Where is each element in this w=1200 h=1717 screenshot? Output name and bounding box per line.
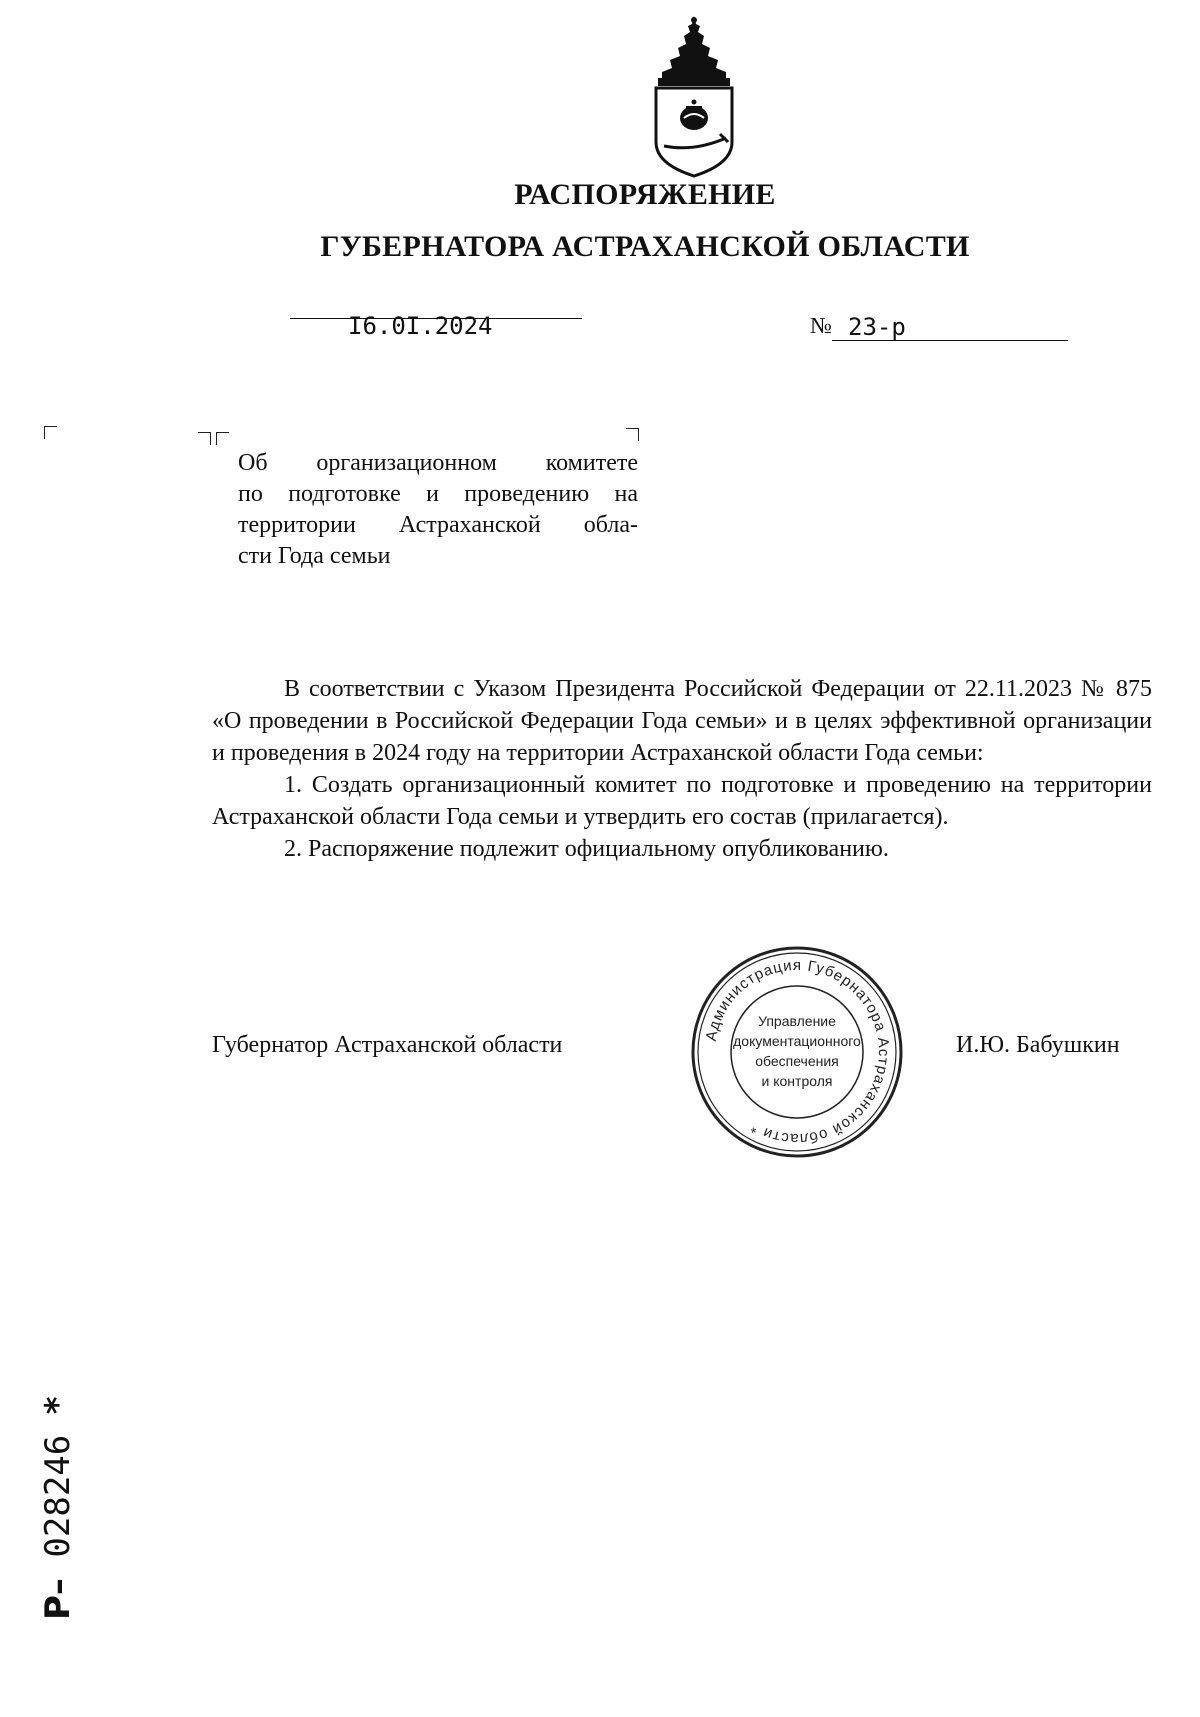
stamp-line: документационного bbox=[733, 1033, 861, 1049]
stamp-line: обеспечения bbox=[755, 1053, 839, 1069]
serial-number-code bbox=[38, 1320, 78, 1620]
serial-prefix: Р– bbox=[38, 1578, 78, 1620]
number-sign: № bbox=[810, 313, 832, 338]
official-seal-stamp bbox=[690, 945, 904, 1159]
serial-star: * bbox=[38, 1396, 78, 1415]
document-number: 23-р bbox=[848, 313, 906, 341]
subject-line: Об организационном комитете bbox=[238, 450, 638, 476]
subject-line: сти Года семьи bbox=[238, 543, 391, 569]
body-paragraph: 2. Распоряжение подлежит официальному опубликованию. bbox=[284, 836, 889, 862]
number-underline bbox=[832, 340, 1068, 341]
subject-corner-mark-left-inner bbox=[216, 432, 229, 445]
serial-code: 028246 bbox=[38, 1434, 78, 1558]
coat-of-arms-emblem bbox=[634, 14, 754, 182]
stamp-line: Управление bbox=[758, 1013, 836, 1029]
document-date: I6.0I.2024 bbox=[348, 312, 493, 340]
subject-corner-mark-right bbox=[626, 428, 639, 441]
subject-line: по подготовке и проведению на bbox=[238, 481, 638, 507]
signatory-name: И.Ю. Бабушкин bbox=[956, 1032, 1120, 1058]
left-margin-corner-mark bbox=[44, 426, 57, 439]
document-subject bbox=[238, 448, 638, 572]
subject-line: территории Астраханской обла- bbox=[238, 512, 638, 538]
document-body bbox=[212, 673, 1152, 865]
document-issuer: ГУБЕРНАТОРА АСТРАХАНСКОЙ ОБЛАСТИ bbox=[320, 230, 970, 263]
stamp-line: и контроля bbox=[761, 1073, 833, 1089]
body-paragraph: В соответствии с Указом Президента Российской Федерации от 22.11.2023 № 875 «О проведении в Российской Федерации Года семьи» и в целях эффективной организации и проведения в 2024 году на территории Астраханской области Года семьи: bbox=[212, 676, 1152, 766]
stamp-ring-text: Администрация Губернатора Астраханской области * bbox=[702, 956, 893, 1148]
body-paragraph: 1. Создать организационный комитет по подготовке и проведению на территории Астраханской области Года семьи и утвердить его состав (прилагается). bbox=[212, 772, 1152, 830]
signature-role: Губернатор Астраханской области bbox=[212, 1032, 563, 1058]
stamp-center-text bbox=[732, 1011, 862, 1091]
document-title: РАСПОРЯЖЕНИЕ bbox=[514, 178, 776, 211]
subject-corner-mark-left-outer bbox=[198, 432, 211, 445]
